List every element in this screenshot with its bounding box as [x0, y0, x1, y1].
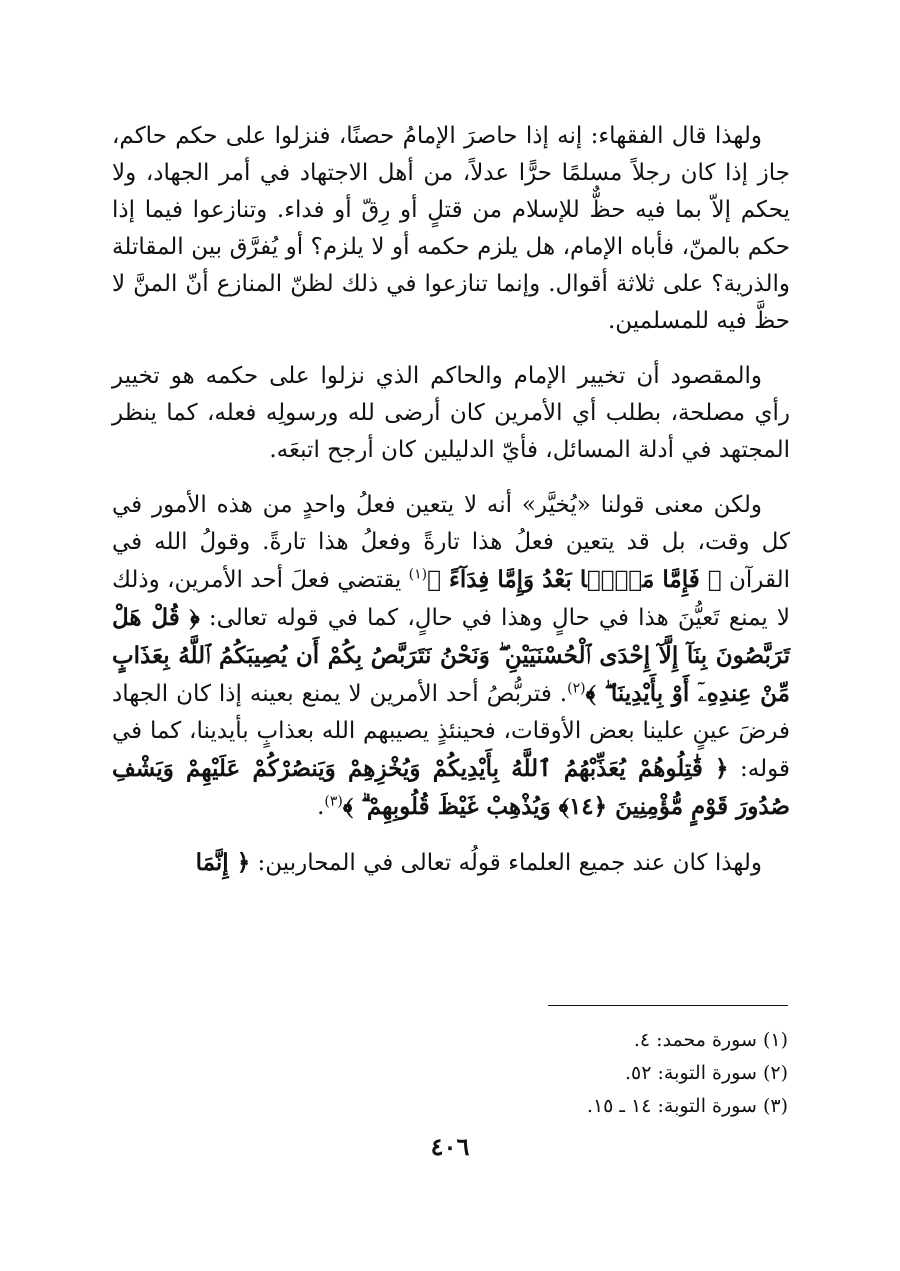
paragraph-3 [112, 487, 790, 826]
footnote-2 [188, 1057, 788, 1090]
footnotes [188, 1024, 788, 1123]
paragraph-1: ولهذا قال الفقهاء: إنه إذا حاصرَ الإمامُ حصنًا، فنزلوا على حكم حاكم، جاز إذا كان رجلاً مسلمًا حرًّا عدلاً، من أهل الاجتهاد في أمر الجهاد، ولا يحكم إلاّ بما فيه حظٌّ للإسلام من قتلٍ أو رِقّ أو فداء. وتنازعوا فيما إذا حكم بالمنّ، فأباه الإمام، هل يلزم حكمه أو لا يلزم؟ أو يُفرَّق بين المقاتلة والذرية؟ على ثلاثة أقوال. وإنما تنازعوا في ذلك لظنّ المنازع أنّ المنَّ لا حظَّ فيه للمسلمين. [112, 123, 790, 334]
footnote-number: (٢) [762, 1062, 788, 1084]
main-text [112, 118, 790, 900]
quran-verse-1: ﴿ فَإِمَّا مَنًّۢا بَعْدُ وَإِمَّا فِدَآءً ﴾ [427, 566, 722, 593]
paragraph-2: والمقصود أن تخيير الإمام والحاكم الذي نزلوا على حكمه هو تخيير رأي مصلحة، بطلب أي الأمرين كان أرضى لله ورسولِه فعله، كما ينظر المجتهد في أدلة المسائل، فأيّ الدليلين كان أرجح اتبعَه. [112, 363, 790, 463]
quran-verse-3: ﴿ قَٰتِلُوهُمْ يُعَذِّبْهُمُ ٱللَّهُ بِأَيْدِيكُمْ وَيُخْزِهِمْ وَيَنصُرْكُمْ عَلَيْهِمْ وَيَشْفِ صُدُورَ قَوْمٍ مُّؤْمِنِينَ ﴿١٤﴾ وَيُذْهِبْ غَيْظَ قُلُوبِهِمْ ۗ ﴾ [112, 755, 790, 820]
paragraph-3-text-a: ولكن معنى قولنا «يُخيَّر» أنه لا يتعين فعلُ واحدٍ من هذه الأمور في كل وقت، بل قد يتعين فعلُ هذا تارةً وفعلُ هذا تارةً. وقولُ الله في القرآن [112, 492, 790, 593]
footnote-divider [548, 1005, 788, 1006]
footnote-3 [188, 1090, 788, 1123]
footnote-ref-2: (٢) [567, 680, 586, 697]
paragraph-3-text-b: يقتضي فعلَ أحد الأمرين، وذلك لا يمنع تَعيُّنَ هذا في حالٍ وهذا في حالٍ، كما في قوله تعالى: [112, 567, 790, 631]
paragraph-4 [112, 844, 790, 882]
footnote-text: سورة التوبة: ١٤ ـ ١٥. [586, 1095, 757, 1117]
quran-verse-4: ﴿ إِنَّمَا [195, 849, 251, 876]
footnote-number: (٣) [762, 1095, 788, 1117]
footnote-ref-3: (٣) [324, 793, 343, 810]
paragraph-3-text-d: . [317, 794, 325, 820]
quran-verse-2: ﴿ قُلْ هَلْ تَرَبَّصُونَ بِنَآ إِلَّآ إِحْدَى ٱلْحُسْنَيَيْنِ ۖ وَنَحْنُ نَتَرَبَّصُ بِكُمْ أَن يُصِيبَكُمُ ٱللَّهُ بِعَذَابٍ مِّنْ عِندِهِۦٓ أَوْ بِأَيْدِينَا ۖ ﴾ [112, 604, 790, 707]
paragraph-4-text: ولهذا كان عند جميع العلماء قولُه تعالى في المحاربين: [257, 850, 762, 876]
footnote-ref-1: (١) [408, 566, 428, 583]
footnote-1 [188, 1024, 788, 1057]
page-number: ٤٠٦ [430, 1132, 470, 1161]
footnote-text: سورة التوبة: ٥٢. [624, 1062, 757, 1084]
footnote-number: (١) [762, 1029, 788, 1051]
paragraph-3-text-c: . فتربُّصُ أحد الأمرين لا يمنع بعينه إذا كان الجهاد فرضَ عينٍ علينا بعض الأوقات، فحينئذٍ يصيبهم الله بعذابٍ بأيدينا، كما في قوله: [112, 681, 791, 782]
footnote-text: سورة محمد: ٤. [633, 1029, 757, 1051]
